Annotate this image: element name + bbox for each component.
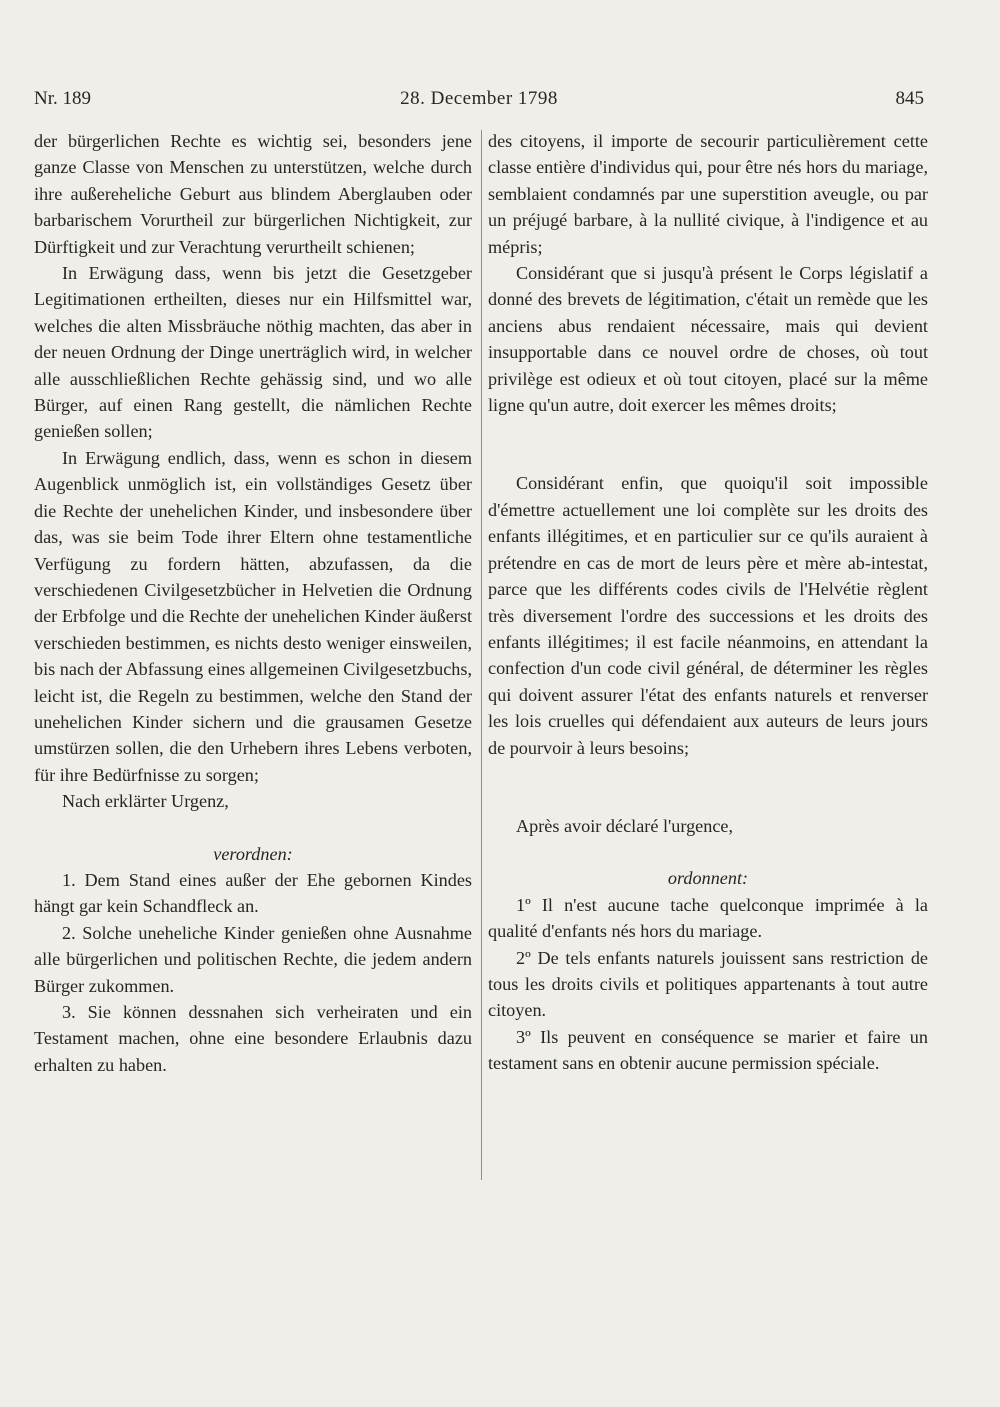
german-paragraph-1: der bürgerlichen Rechte es wichtig sei, besonders jene ganze Classe von Menschen zu unterstützen, welche durch ihre außereheliche Geburt aus blindem Aberglauben oder barbarischem Vorurtheil zur bürgerlichen Nichtigkeit, zur Dürftigkeit und zur Verachtung verurtheilt schienen;: [34, 131, 472, 257]
french-paragraph-2: Considérant que si jusqu'à présent le Corps législatif a donné des brevets de légitimation, c'était un remède que les anciens abus rendaient nécessaire, mais qui devient insupportable dans ce nouvel ordre de choses, où tout privilège est odieux et où tout citoyen, placé sur la même ligne qu'un autre, doit exercer les mêmes droits;: [488, 263, 928, 416]
french-paragraph-3: Considérant enfin, que quoiqu'il soit impossible d'émettre actuellement une loi complète sur les droits des enfants illégitimes, et en particulier sur ce qu'ils auraient à prétendre en cas de mort de leurs père et mère ab-intestat, parce que les différents codes civils de l'Helvétie règlent très diversement l'ordre des successions et les droits des enfants illégitimes; il est facile néanmoins, en attendant la confection d'un code civil général, de déterminer les règles qui doivent assurer l'état des enfants naturels et renverser les lois cruelles qui défendaient aux auteurs de leurs jours de pourvoir à leurs besoins;: [488, 473, 928, 758]
document-date: 28. December 1798: [400, 88, 558, 109]
spacer: [34, 815, 472, 841]
french-urgency: Après avoir déclaré l'urgence,: [516, 815, 734, 836]
german-article-3: 3. Sie können dessnahen sich verheiraten und ein Testament machen, ohne eine besondere Erlaubnis dazu erhalten zu haben.: [34, 1002, 472, 1075]
french-article-3: 3º Ils peuvent en conséquence se marier et faire un testament sans en obtenir aucune permission spéciale.: [488, 1026, 928, 1074]
german-column: [34, 128, 472, 1078]
french-paragraph-1: des citoyens, il importe de secourir particulièrement cette classe entière d'individus qui, pour être nés hors du mariage, semblaient condamnés par une superstition aveugle, ou par un préjugé barbare, à la nullité civique, à l'indigence et au mépris;: [488, 131, 928, 257]
document-number: Nr. 189: [34, 88, 91, 109]
page-number: 845: [895, 88, 924, 109]
page-header: [34, 88, 924, 114]
german-decree-heading: verordnen:: [213, 843, 293, 864]
column-divider: [481, 130, 482, 1180]
spacer: [488, 418, 928, 470]
spacer: [488, 761, 928, 813]
german-urgency: Nach erklärter Urgenz,: [62, 791, 229, 812]
french-decree-heading: ordonnent:: [667, 868, 749, 889]
german-paragraph-2: In Erwägung dass, wenn bis jetzt die Gesetzgeber Legitimationen ertheilten, dieses nur ein Hilfsmittel war, welches die alten Missbräuche nöthig machten, das aber in der neuen Ordnung der Dinge unerträglich wird, in welcher alle ausschließlichen Rechte gehässig sind, und wo alle Bürger, auf einen Rang gestellt, die nämlichen Rechte genießen sollen;: [34, 263, 472, 442]
german-article-1: 1. Dem Stand eines außer der Ehe gebornen Kindes hängt gar kein Schandfleck an.: [34, 869, 472, 917]
german-paragraph-3: In Erwägung endlich, dass, wenn es schon in diesem Augenblick unmöglich ist, ein vollständiges Gesetz über die Rechte der unehelichen Kinder, und insbesondere über das, was sie beim Tode ihrer Eltern ohne testamentliche Verfügung zu fordern hätten, abzufassen, da die verschiedenen Civilgesetzbücher in Helvetien die Ordnung der Erbfolge und die Rechte der unehelichen Kinder äußerst verschieden bestimmen, es nichts desto weniger einsweilen, bis nach der Abfassung eines allgemeinen Civilgesetzbuchs, leicht ist, die Regeln zu bestimmen, welche den Stand der unehelichen Kinder sichern und die grausamen Gesetze umstürzen sollen, die den Urhebern ihres Lebens verboten, für ihre Bedürfnisse zu sorgen;: [34, 447, 472, 785]
french-column: [488, 128, 928, 1077]
french-article-2: 2º De tels enfants naturels jouissent sans restriction de tous les droits civils et politiques appartenants à tout autre citoyen.: [488, 947, 928, 1021]
french-article-1: 1º Il n'est aucune tache quelconque imprimée à la qualité d'enfants nés hors du mariage.: [488, 894, 928, 942]
german-article-2: 2. Solche uneheliche Kinder genießen ohne Ausnahme alle bürgerlichen und politischen Rechte, die jedem andern Bürger zukommen.: [34, 922, 472, 996]
spacer: [488, 839, 928, 865]
